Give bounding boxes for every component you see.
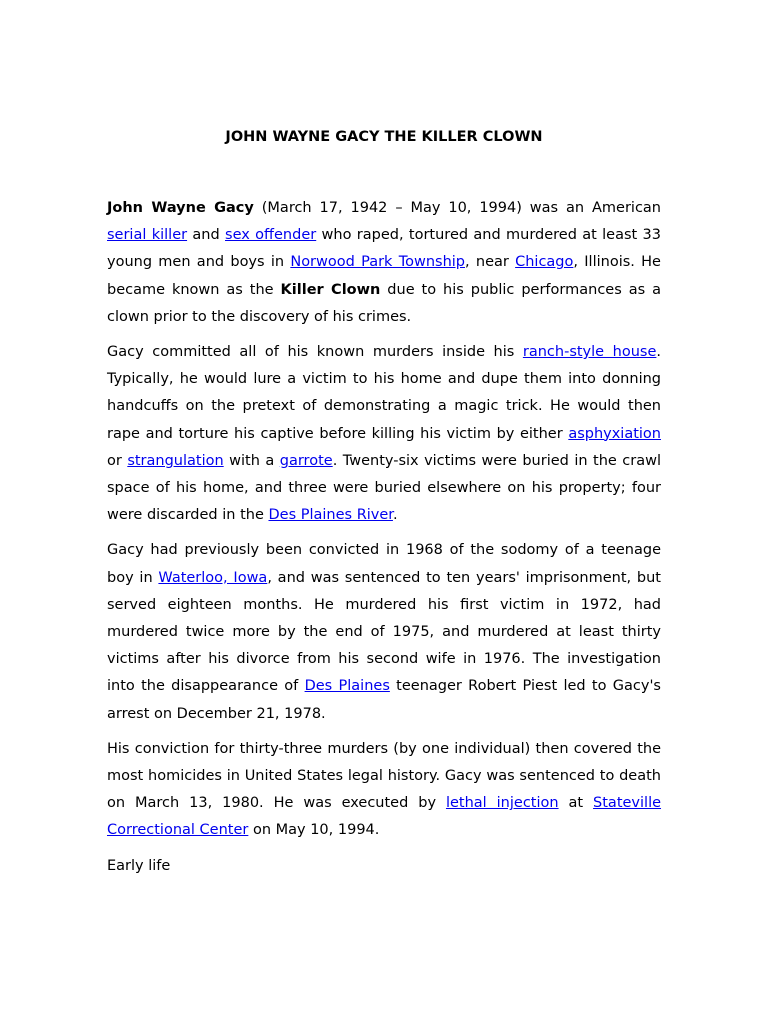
- paragraph-execution: [107, 736, 661, 845]
- link-strangulation[interactable]: strangulation: [127, 452, 224, 469]
- link-sex-offender[interactable]: sex offender: [225, 227, 317, 244]
- text-run: with a: [223, 452, 280, 469]
- text-run: on May 10, 1994.: [248, 822, 380, 839]
- link-norwood-park-township[interactable]: Norwood Park Township: [290, 254, 465, 271]
- text-run: who raped, tortured and murdered at least 33 young men and boys in: [107, 227, 661, 271]
- text-run: and: [187, 227, 226, 244]
- link-lethal-injection[interactable]: lethal injection: [445, 795, 559, 812]
- text-run: , and was sentenced to ten years' imprisonment, but served eighteen months. He murdered his first victim in 1972, had murdered twice more by the end of 1975, and murdered at least thirty victims after his divorce from his second wife in 1976. The investigation into the disappearance of: [107, 569, 661, 695]
- link-ranch-style-house[interactable]: ranch-style house: [522, 344, 657, 361]
- text-run: due to his public performances as a clown prior to the discovery of his crimes.: [107, 281, 661, 325]
- bold-name: John Wayne Gacy: [107, 200, 254, 216]
- paragraph-murders: [107, 339, 661, 529]
- text-run: (March 17, 1942 – May 10, 1994) was an American: [253, 200, 661, 216]
- text-run: at: [558, 795, 594, 812]
- document-title: JOHN WAYNE GACY THE KILLER CLOWN: [225, 129, 543, 145]
- link-stateville-correctional-center[interactable]: Stateville Correctional Center: [107, 795, 662, 839]
- link-asphyxiation[interactable]: asphyxiation: [568, 425, 661, 442]
- text-run: .: [392, 507, 398, 524]
- text-run: , Illinois. He became known as the: [107, 254, 661, 298]
- text-run: . Typically, he would lure a victim to his home and dupe them into donning handcuffs on the pretext of demonstrating a magic trick. He would then rape and torture his captive before killing his victim by either: [107, 344, 661, 442]
- text-run: teenager Robert Piest led to Gacy's arrest on December 21, 1978.: [107, 678, 661, 722]
- text-run: Gacy had previously been convicted in 1968 of the sodomy of a teenage boy in: [107, 542, 661, 586]
- link-des-plaines-river[interactable]: Des Plaines River: [268, 507, 393, 524]
- link-des-plaines[interactable]: Des Plaines: [304, 678, 390, 695]
- link-serial-killer[interactable]: serial killer: [107, 227, 188, 244]
- paragraph-conviction-1968: [107, 537, 661, 727]
- section-heading-early-life: Early life: [107, 857, 171, 874]
- link-chicago[interactable]: Chicago: [515, 254, 574, 271]
- text-run: or: [107, 452, 128, 469]
- link-waterloo-iowa[interactable]: Waterloo, Iowa: [158, 569, 268, 586]
- document-page: [107, 126, 661, 880]
- text-run: , near: [465, 254, 516, 271]
- paragraph-intro: [107, 195, 661, 331]
- bold-killer-clown: Killer Clown: [280, 281, 381, 298]
- text-run: Gacy committed all of his known murders inside his: [107, 344, 523, 361]
- text-run: His conviction for thirty-three murders (by one individual) then covered the most homicides in United States legal history. Gacy was sentenced to death on March 13, 1980. He was executed by: [107, 740, 661, 812]
- link-garrote[interactable]: garrote: [279, 452, 333, 469]
- text-run: . Twenty-six victims were buried in the crawl space of his home, and three were buried elsewhere on his property; four were discarded in the: [107, 452, 661, 524]
